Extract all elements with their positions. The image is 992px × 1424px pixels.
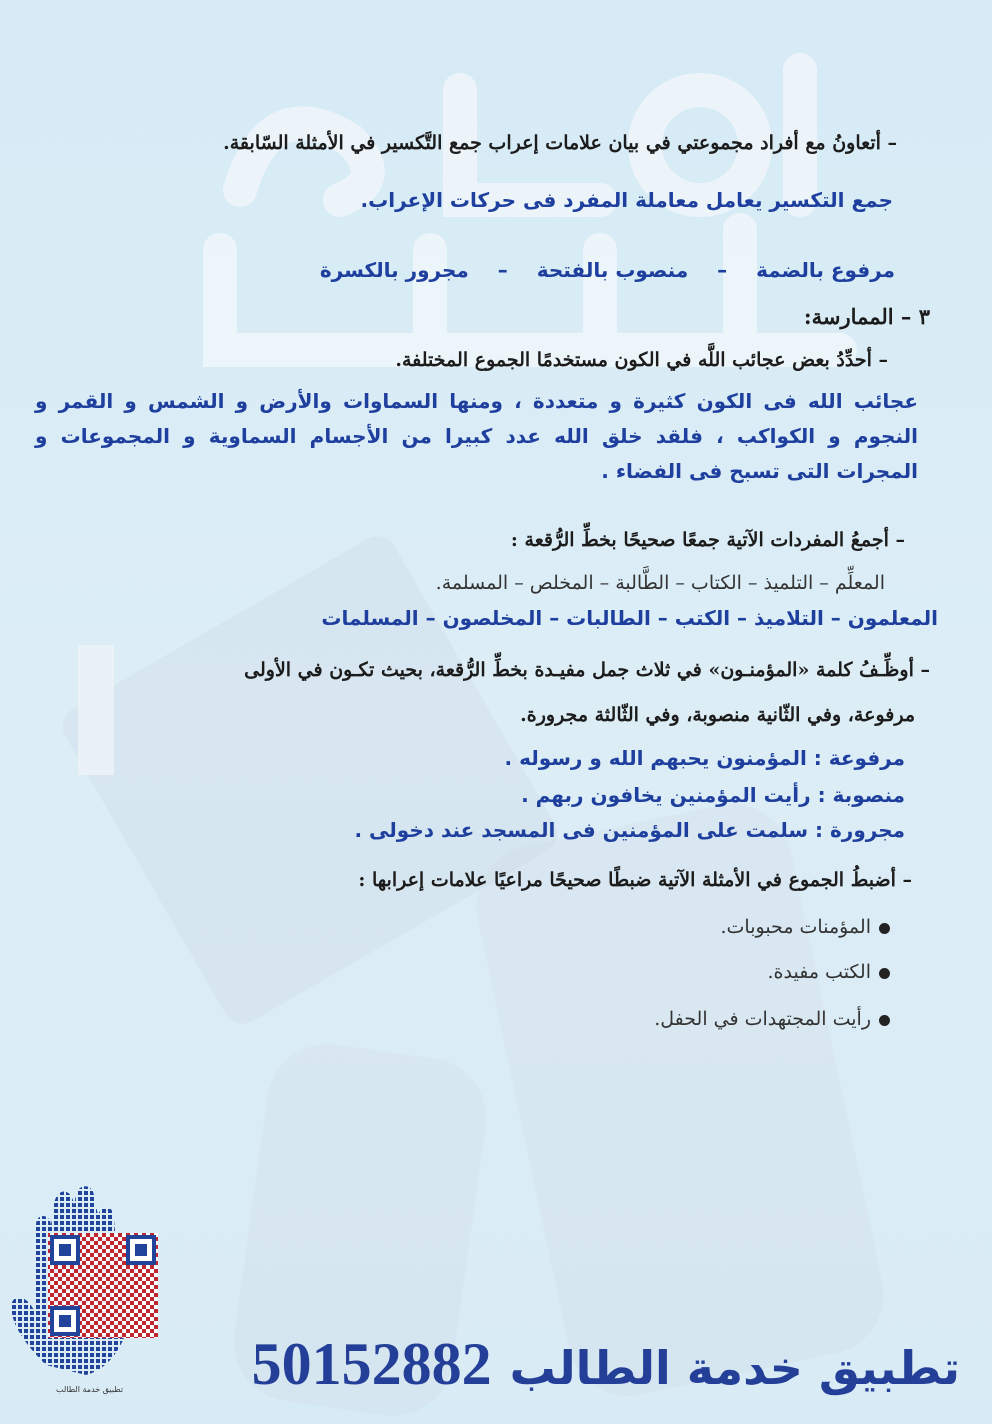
decorative-bar bbox=[78, 645, 114, 775]
q4-item-text: الكتب مفيدة. bbox=[767, 961, 871, 983]
q4-item bbox=[768, 961, 890, 983]
answer-cases bbox=[320, 258, 895, 282]
q2-words: المعلِّم – التلميذ – الكتاب – الطَّالبة – المخلص – المسلمة. bbox=[435, 572, 885, 594]
case-jarr: مجرور بالكسرة bbox=[319, 258, 469, 282]
q4-item-text: رأيت المجتهدات في الحفل. bbox=[654, 1008, 871, 1030]
q2-answer: المعلمون – التلاميذ – الكتب – الطالبات – المخلصون – المسلمات bbox=[321, 606, 938, 630]
answer-rule: جمع التكسير يعامل معاملة المفرد فى حركات الإعراب. bbox=[360, 188, 893, 212]
bullet-icon bbox=[879, 1015, 890, 1026]
q4-item bbox=[721, 916, 891, 938]
q4-instruction: – أضبطُ الجموع في الأمثلة الآتية ضبطًا صحيحًا مراعيًا علامات إعرابها : bbox=[358, 869, 912, 891]
q3-answer-majroura: مجرورة : سلمت على المؤمنين فى المسجد عند دخولى . bbox=[354, 818, 905, 842]
case-nasb: منصوب بالفتحة bbox=[536, 258, 689, 282]
q2-instruction: – أجمعُ المفردات الآتية جمعًا صحيحًا بخطِّ الرُّقعة : bbox=[510, 529, 905, 551]
q4-item-text: المؤمنات محبوبات. bbox=[720, 916, 871, 938]
q1-instruction: – أحدِّدُ بعض عجائب اللَّه في الكون مستخدمًا الجموع المختلفة. bbox=[395, 349, 888, 371]
footer-app-name: تطبيق خدمة الطالب bbox=[509, 1341, 960, 1395]
footer-phone: 50152882 bbox=[251, 1331, 492, 1397]
q3-answer-mansouba: منصوبة : رأيت المؤمنين يخافون ربهم . bbox=[521, 783, 905, 807]
bullet-icon bbox=[879, 968, 890, 979]
logo-caption: تطبيق خدمة الطالب bbox=[56, 1385, 124, 1394]
footer-app-banner bbox=[252, 1330, 960, 1399]
q3-instruction-line1: – أوظِّـفُ كلمة «المؤمنـون» في ثلاث جمل مفيـدة بخطِّ الرُّقعة، بحيث تكـون في الأولى bbox=[244, 659, 930, 681]
hand-qr-icon bbox=[6, 1185, 198, 1400]
q1-answer: عجائب الله فى الكون كثيرة و متعددة ، ومنها السماوات والأرض و الشمس و القمر و النجوم و الكواكب ، فلقد خلق الله عدد كبيرا من الأجسام السماوية و المجموعات و المجرات التى تسبح فى الفضاء . bbox=[35, 389, 918, 483]
case-raf: مرفوع بالضمة bbox=[756, 258, 895, 282]
separator: – bbox=[497, 258, 508, 282]
practice-heading: ٣ – الممارسة: bbox=[803, 304, 930, 329]
q4-item bbox=[654, 1008, 890, 1030]
q3-answer-marfoua: مرفوعة : المؤمنون يحبهم الله و رسوله . bbox=[504, 746, 905, 770]
separator: – bbox=[717, 258, 728, 282]
bullet-icon bbox=[879, 923, 890, 934]
watermark-logo bbox=[180, 50, 900, 380]
instruction-cooperate: – أتعاونُ مع أفراد مجموعتي في بيان علامات إعراب جمع التَّكسير في الأمثلة السّابقة. bbox=[223, 132, 897, 154]
q3-instruction-line2: مرفوعة، وفي الثّانية منصوبة، وفي الثّالثة مجرورة. bbox=[520, 704, 915, 726]
qr-hand-logo bbox=[6, 1185, 198, 1400]
